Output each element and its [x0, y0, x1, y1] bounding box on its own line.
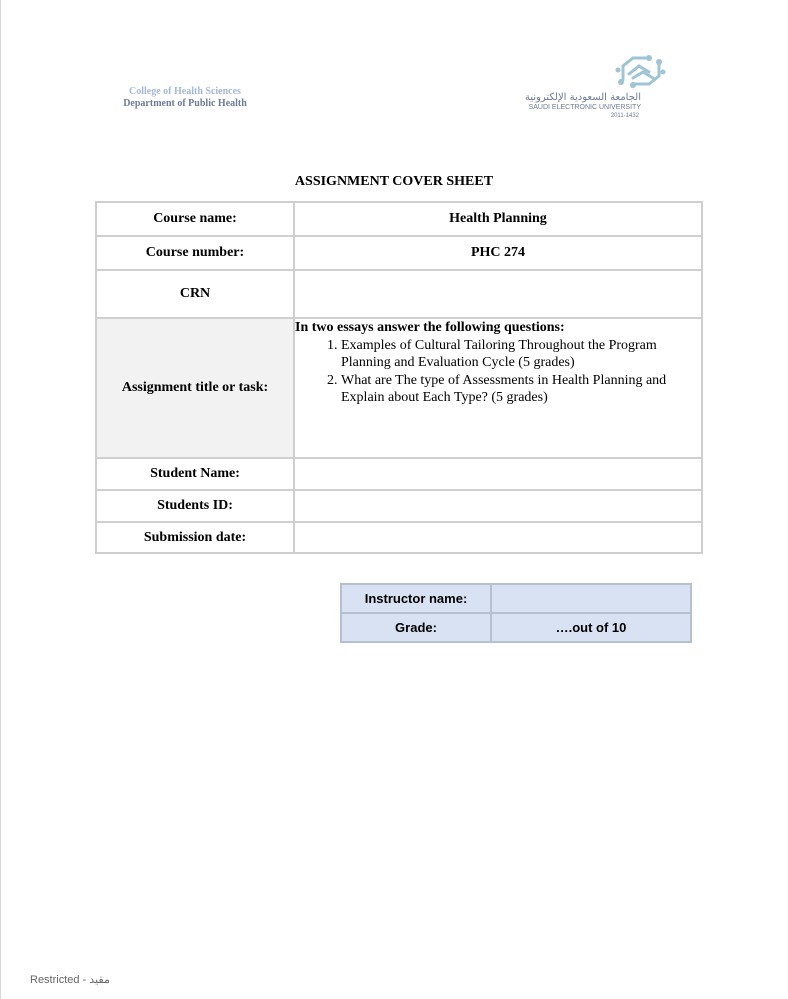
table-row — [96, 318, 702, 458]
university-years: 2011-1432 — [610, 113, 639, 119]
task-intro: In two essays answer the following questions: — [295, 320, 565, 335]
classification-label: Restricted - مقيد — [30, 974, 110, 986]
university-logo — [513, 52, 673, 122]
course-name-label: Course name: — [96, 202, 294, 236]
university-name-arabic: الجامعة السعودية الإلكترونية — [524, 92, 641, 103]
student-id-label: Students ID: — [96, 490, 294, 522]
table-row — [96, 458, 702, 490]
grade-label: Grade: — [341, 613, 491, 642]
grading-table — [340, 583, 692, 643]
list-item: 1. Examples of Cultural Tailoring Throughout the Program Planning and Evaluation Cycle (5 grades) — [341, 337, 701, 372]
table-row — [96, 490, 702, 522]
table-row — [96, 270, 702, 318]
submission-date-label: Submission date: — [96, 522, 294, 553]
page-edge — [0, 0, 1, 999]
table-row — [341, 584, 691, 613]
crn-label: CRN — [96, 270, 294, 318]
crn-value[interactable] — [294, 270, 702, 318]
department-name: Department of Public Health — [123, 98, 247, 109]
page-title: ASSIGNMENT COVER SHEET — [294, 174, 494, 189]
grade-value[interactable]: ….out of 10 — [491, 613, 691, 642]
student-id-field[interactable] — [294, 490, 702, 522]
university-name-english: SAUDI ELECTRONIC UNIVERSITY — [528, 104, 641, 111]
cover-sheet-table — [95, 201, 703, 554]
instructor-name-label: Instructor name: — [341, 584, 491, 613]
table-row — [96, 202, 702, 236]
course-name-value[interactable]: Health Planning — [294, 202, 702, 236]
table-row — [96, 236, 702, 270]
submission-date-field[interactable] — [294, 522, 702, 553]
table-row — [96, 522, 702, 553]
saudi-electronic-university-logo-icon — [613, 52, 669, 92]
course-number-value[interactable]: PHC 274 — [294, 236, 702, 270]
student-name-label: Student Name: — [96, 458, 294, 490]
task-content[interactable] — [294, 318, 702, 458]
task-list — [295, 337, 701, 407]
college-name: College of Health Sciences — [129, 86, 241, 97]
task-label: Assignment title or task: — [96, 318, 294, 458]
student-name-field[interactable] — [294, 458, 702, 490]
college-header — [112, 86, 258, 110]
table-row — [341, 613, 691, 642]
course-number-label: Course number: — [96, 236, 294, 270]
list-item: 2. What are The type of Assessments in Health Planning and Explain about Each Type? (5 grades) — [341, 372, 701, 407]
instructor-name-field[interactable] — [491, 584, 691, 613]
